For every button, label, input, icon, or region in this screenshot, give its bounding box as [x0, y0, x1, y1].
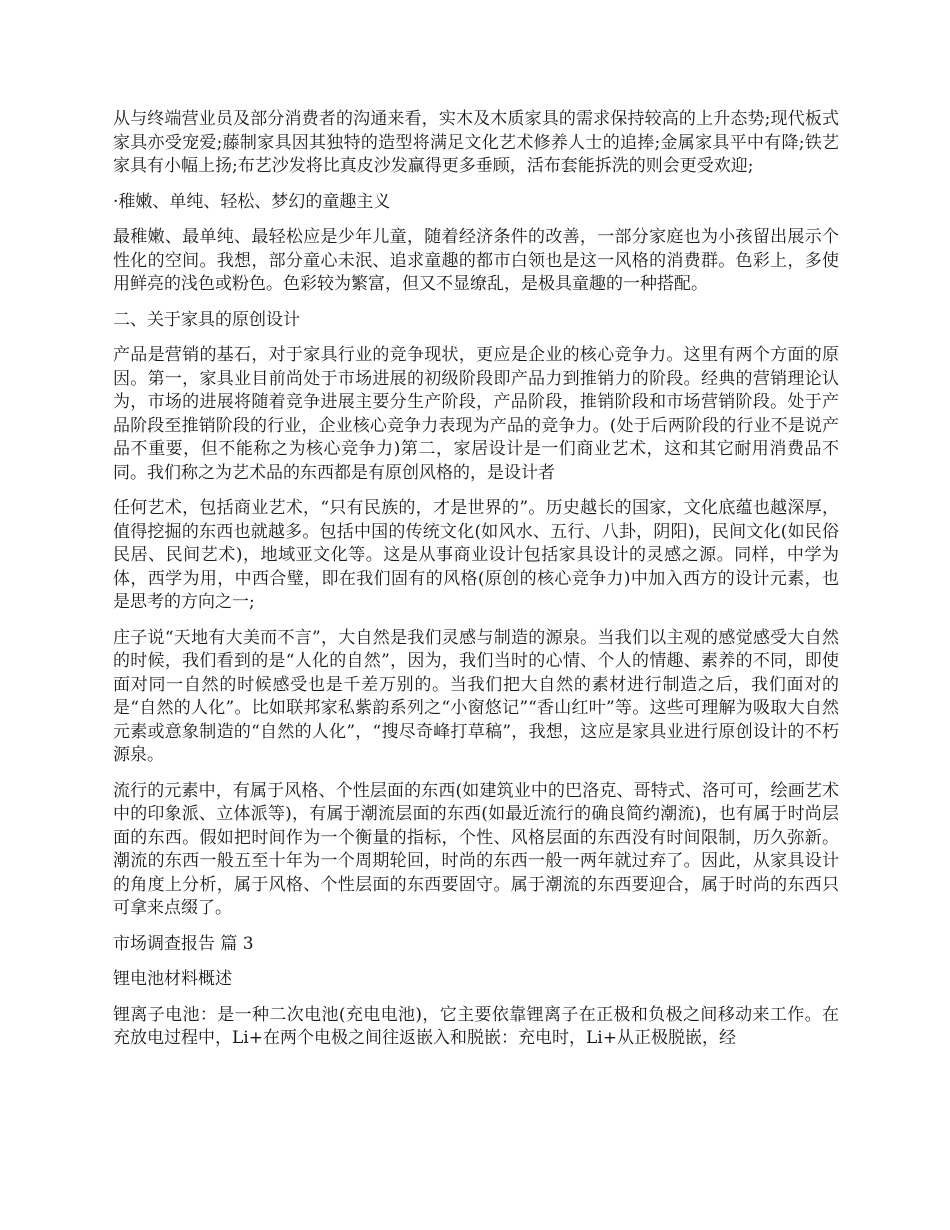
paragraph-national-culture: 任何艺术，包括商业艺术，“只有民族的，才是世界的”。历史越长的国家，文化底蕴也越深厚，值得挖掘的东西也就越多。包括中国的传统文化(如风水、五行、八卦，阴阳)，民间文化(如民俗民居、民间艺术)，地域亚文化等。这是从事商业设计包括家具设计的灵感之源。同样，中学为体，西学为用，中西合璧，即在我们固有的风格(原创的核心竞争力)中加入西方的设计元素，也是思考的方向之一; [113, 498, 839, 612]
heading-lithium-overview: 锂电池材料概述 [113, 969, 232, 989]
paragraph-product-core: 产品是营销的基石，对于家具行业的竞争现状，更应是企业的核心竞争力。这里有两个方面的原因。第一，家具业目前尚处于市场进展的初级阶段即产品力到推销力的阶段。经典的营销理论认为，市场的进展将随着竞争进展主要分生产阶段，产品阶段，推销阶段和市场营销阶段。处于产品阶段至推销阶段的行业，企业核心竞争力表现为产品的竞争力。(处于后两阶段的行业不是说产品不重要，但不能称之为核心竞争力)第二，家居设计是一们商业艺术，这和其它耐用消费品不同。我们称之为艺术品的东西都是有原创风格的，是设计者 [113, 345, 839, 483]
paragraph-lithium-battery: 锂离子电池：是一种二次电池(充电电池)，它主要依靠锂离子在正极和负极之间移动来工作。在充放电过程中，Li+在两个电极之间往返嵌入和脱嵌：充电时，Li+从正极脱嵌，经 [113, 1004, 839, 1048]
paragraph-nature-inspiration: 庄子说“天地有大美而不言”，大自然是我们灵感与制造的源泉。当我们以主观的感觉感受大自然的时候，我们看到的是“人化的自然”，因为，我们当时的心情、个人的情趣、素养的不同，即使面对同一自然的时候感受也是千差万别的。当我们把大自然的素材进行制造之后，我们面对的是“自然的人化”。比如联邦家私紫韵系列之“小窗悠记”“香山红叶”等。这些可理解为吸取大自然元素或意象制造的“自然的人化”，“搜尽奇峰打草稿”，我想，这应是家具业进行原创设计的不朽源泉。 [113, 627, 839, 765]
paragraph-furniture-demand: 从与终端营业员及部分消费者的沟通来看，实木及木质家具的需求保持较高的上升态势;现代板式家具亦受宠爱;藤制家具因其独特的造型将满足文化艺术修养人士的追捧;金属家具平中有降;铁艺家具有小幅上扬;布艺沙发将比真皮沙发赢得更多垂顾，活布套能拆洗的则会更受欢迎; [113, 109, 839, 176]
heading-report-part-3: 市场调查报告 篇 3 [113, 933, 254, 954]
paragraph-trend-elements: 流行的元素中，有属于风格、个性层面的东西(如建筑业中的巴洛克、哥特式、洛可可，绘画艺术中的印象派、立体派等)，有属于潮流层面的东西(如最近流行的确良简约潮流)，也有属于时尚层面的东西。假如把时间作为一个衡量的指标，个性、风格层面的东西没有时间限制，历久弥新。潮流的东西一般五至十年为一个周期轮回，时尚的东西一般一两年就过弃了。因此，从家具设计的角度上分析，属于风格、个性层面的东西要固守。属于潮流的东西要迎合，属于时尚的东西只可拿来点缀了。 [113, 780, 839, 918]
heading-childlike-style: ·稚嫩、单纯、轻松、梦幻的童趣主义 [113, 191, 391, 212]
paragraph-childlike-style: 最稚嫩、最单纯、最轻松应是少年儿童，随着经济条件的改善，一部分家庭也为小孩留出展示个性化的空间。我想，部分童心未泯、追求童趣的都市白领也是这一风格的消费群。色彩上，多使用鲜亮的浅色或粉色。色彩较为繁富，但又不显缭乱，是极具童趣的一种搭配。 [113, 227, 839, 294]
document-page [113, 108, 839, 1063]
heading-original-design: 二、关于家具的原创设计 [113, 309, 300, 330]
